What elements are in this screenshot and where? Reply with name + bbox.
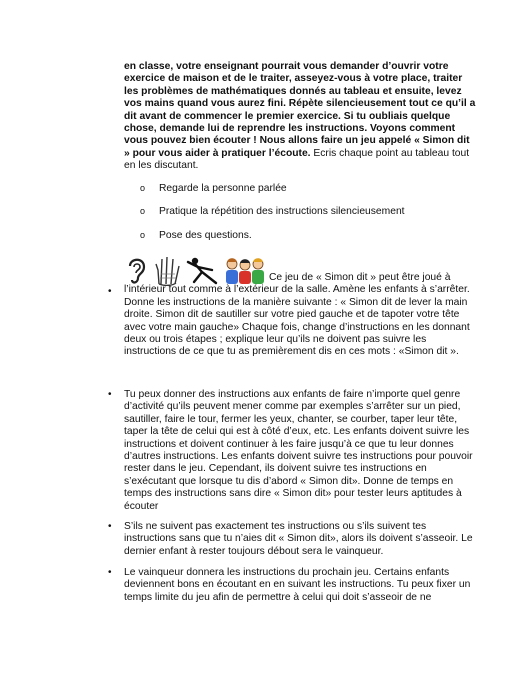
sub-list-item [140, 205, 405, 218]
list-item-text-block [124, 272, 474, 359]
bullet-marker: • [108, 389, 112, 400]
intro-bold-text: en classe, votre enseignant pourrait vous demander d’ouvrir votre exercice de maison et de le traiter, asseyez-vous à votre place, traiter les problèmes de mathématiques donnés au tableau et ensuite, levez vos mains quand vous aurez fini. Répète silencieusement tout ce qu’il a dit avant de commencer le premier exercice. Si tu oubliais quelque chose, demande lui de reprendre les instructions. Voyons comment vous pouvez bien écouter ! Nous allons faire un jeu appelé « Simon dit » pour vous aider à pratiquer l’écoute. [124, 61, 476, 159]
intro-paragraph [124, 61, 476, 173]
sub-list-marker: o [140, 230, 146, 240]
list-item-text: Ce jeu de « Simon dit » peut être joué à l’intérieur tout comme à l’extérieur de la salle. Amène les enfants à s’arrêter. Donne les instructions de la manière suivante : « Simon dit de lever la main droite. Simon dit de sautiller sur votre pied gauche et de tapoter votre tête avec votre main gauche» Chaque fois, change d’instructions en les donnant deux ou trois étapes ; explique leur qu’ils ne doivent pas suivre les instructions de ce que tu as premièrement dis en ces mots : «Simon dit ». [124, 272, 470, 358]
list-item [108, 389, 474, 513]
list-item [108, 521, 474, 558]
sub-list-item-text: Pose des questions. [159, 230, 252, 241]
list-item-text: Le vainqueur donnera les instructions du prochain jeu. Certains enfants deviennent bons en écoutant en en suivant les instructions. Tu peux fixer un temps limite du jeu afin de permettre à celui qui doit s’asseoir de ne [124, 567, 471, 603]
sub-list-marker: o [140, 183, 146, 193]
list-item-text: Tu peux donner des instructions aux enfants de faire n’importe quel genre d’activité qu’ils peuvent mener comme par exemples s’arrêter sur un pied, sautiller, faire le tour, fermer les yeux, chanter, se courber, taper leur tête, taper la tête de celui qui est à côté d’eux, etc. Les enfants doivent suivre les instructions et doivent continuer à les faire jusqu’à ce que tu leur donnes d’autres instructions. Les enfants doivent suivre tes instructions pour pouvoir rester dans le jeu. Cependant, ils doivent suivre tes instructions en s’exécutant que lorsque tu dis d’abord « Simon dit». Donne de temps en temps des instructions sans dire « Simon dit» pour tester leurs aptitudes à écouter [124, 389, 473, 512]
bullet-marker: • [108, 286, 112, 297]
sub-list-item-text: Pratique la répétition des instructions silencieusement [159, 206, 405, 217]
sub-list-item-text: Regarde la personne parlée [159, 183, 287, 194]
bullet-marker: • [108, 521, 112, 532]
list-item-text: S’ils ne suivent pas exactement tes instructions ou s’ils suivent tes instructions sans que tu n’aies dit « Simon dit», alors ils doivent s’asseoir. Le dernier enfant à rester toujours débout sera le vainqueur. [124, 521, 473, 557]
bullet-marker: • [108, 567, 112, 578]
sub-list-item [140, 229, 252, 242]
sub-list-item [140, 182, 287, 195]
intro-normal-text: Ecris chaque point au tableau tout en les discutant. [124, 147, 470, 172]
sub-list-marker: o [140, 206, 146, 216]
list-item [108, 567, 474, 604]
